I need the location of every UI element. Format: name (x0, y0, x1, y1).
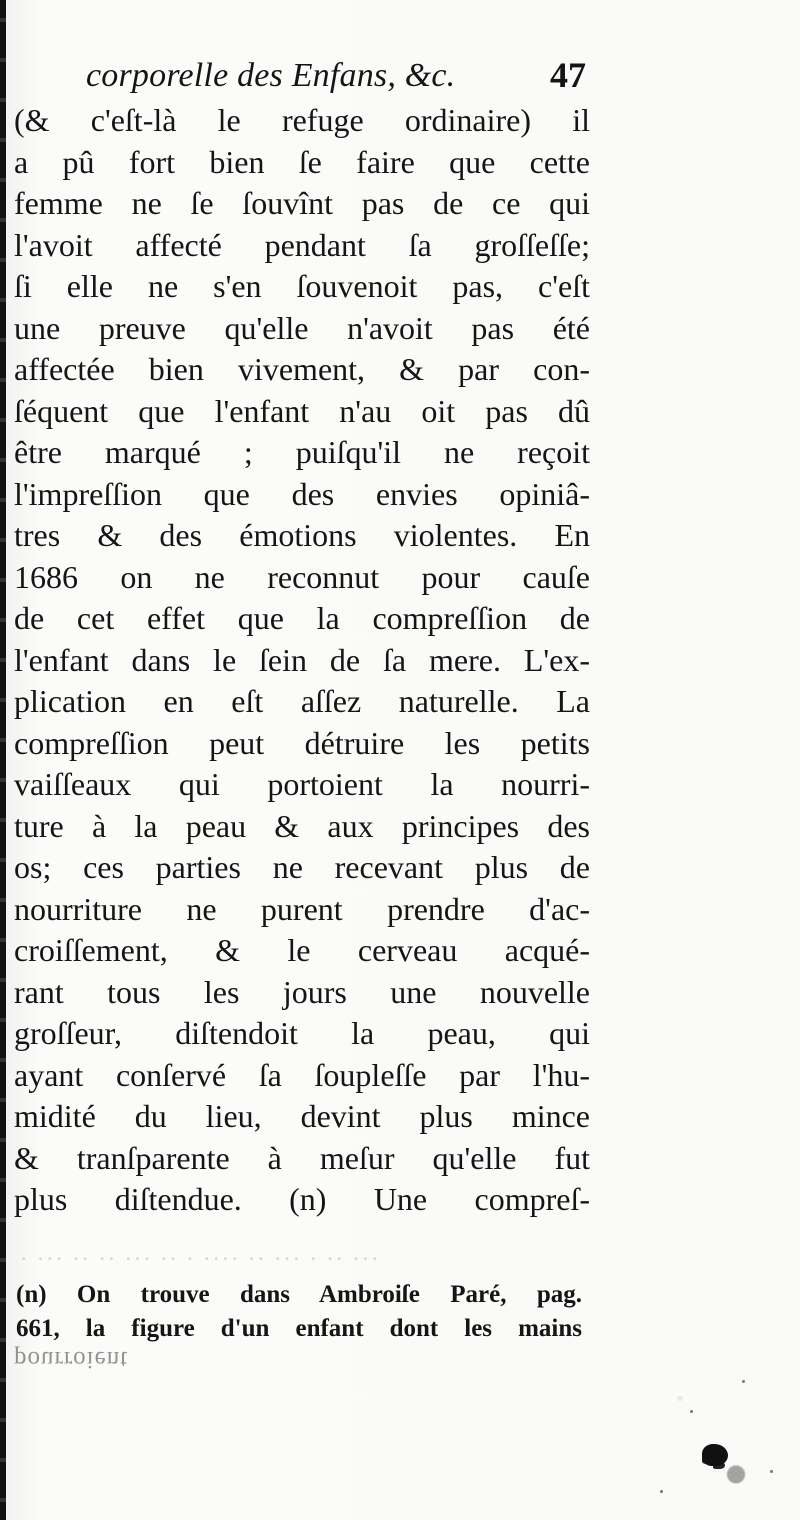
body-text (14, 100, 590, 1221)
ink-blot (702, 1444, 728, 1466)
page-gutter-edge (0, 0, 6, 1520)
text-line: affectée bien vivement, & par con- (14, 351, 590, 387)
footnotes (16, 1278, 582, 1346)
text-line: 1686 on ne reconnut pour cauſe (14, 558, 590, 595)
text-line: os; ces parties ne recevant plus de (14, 849, 590, 885)
text-line: groſſeur, diſtendoit la peau, qui (14, 1015, 590, 1051)
text-line: l'enfant dans le ſein de ſa mere. L'ex- (14, 641, 590, 678)
text-line: ſéquent que l'enfant n'au oit pas dû (14, 392, 590, 429)
footnote-show-through: · ··· ·· ·· ··· ·· · ···· ·· ··· · ·· ··· (20, 1248, 381, 1270)
text-line: a pû fort bien ſe faire que cette (14, 143, 590, 180)
text-line: être marqué ; puiſqu'il ne reçoit (14, 434, 590, 470)
page-header (86, 50, 586, 100)
running-title: corporelle des Enfans, &c. (86, 57, 456, 94)
footnote-line: 661, la figure d'un enfant dont les mains (16, 1315, 582, 1342)
page-number: 47 (550, 55, 586, 95)
paper-speck (660, 1490, 663, 1493)
text-line: de cet effet que la compreſſion de (14, 600, 590, 636)
text-line: vaiſſeaux qui portoient la nourri- (14, 766, 590, 802)
text-line: l'impreſſion que des envies opiniâ- (14, 475, 590, 512)
text-line: ayant conſervé ſa ſoupleſſe par l'hu- (14, 1056, 590, 1093)
text-line: ſi elle ne s'en ſouvenoit pas, c'eſt (14, 268, 590, 304)
paper-speck (770, 1470, 773, 1473)
text-line: & tranſparente à meſur qu'elle fut (14, 1139, 590, 1176)
paper-speck (690, 1410, 693, 1413)
text-line: (& c'eſt-là le refuge ordinaire) il (14, 102, 590, 138)
text-line: compreſſion peut détruire les petits (14, 724, 590, 761)
text-line: l'avoit affecté pendant ſa groſſeſſe; (14, 226, 590, 263)
text-line: nourriture ne purent prendre d'ac- (14, 890, 590, 927)
text-line: une preuve qu'elle n'avoit pas été (14, 309, 590, 346)
text-line: rant tous les jours une nouvelle (14, 973, 590, 1010)
text-line: plication en eſt aſſez naturelle. La (14, 683, 590, 719)
catchword: pourroient (14, 1346, 129, 1373)
text-line: ture à la peau & aux principes des (14, 807, 590, 844)
footnote-line: (n) On trouve dans Ambroiſe Paré, pag. (16, 1281, 582, 1308)
text-line: midité du lieu, devint plus mince (14, 1098, 590, 1134)
paper-speck (742, 1380, 745, 1383)
text-line: tres & des émotions violentes. En (14, 517, 590, 553)
text-line: croiſſement, & le cerveau acqué- (14, 932, 590, 968)
text-line: femme ne ſe ſouvînt pas de ce qui (14, 185, 590, 221)
text-line: plus diſtendue. (n) Une compreſ- (14, 1181, 590, 1217)
